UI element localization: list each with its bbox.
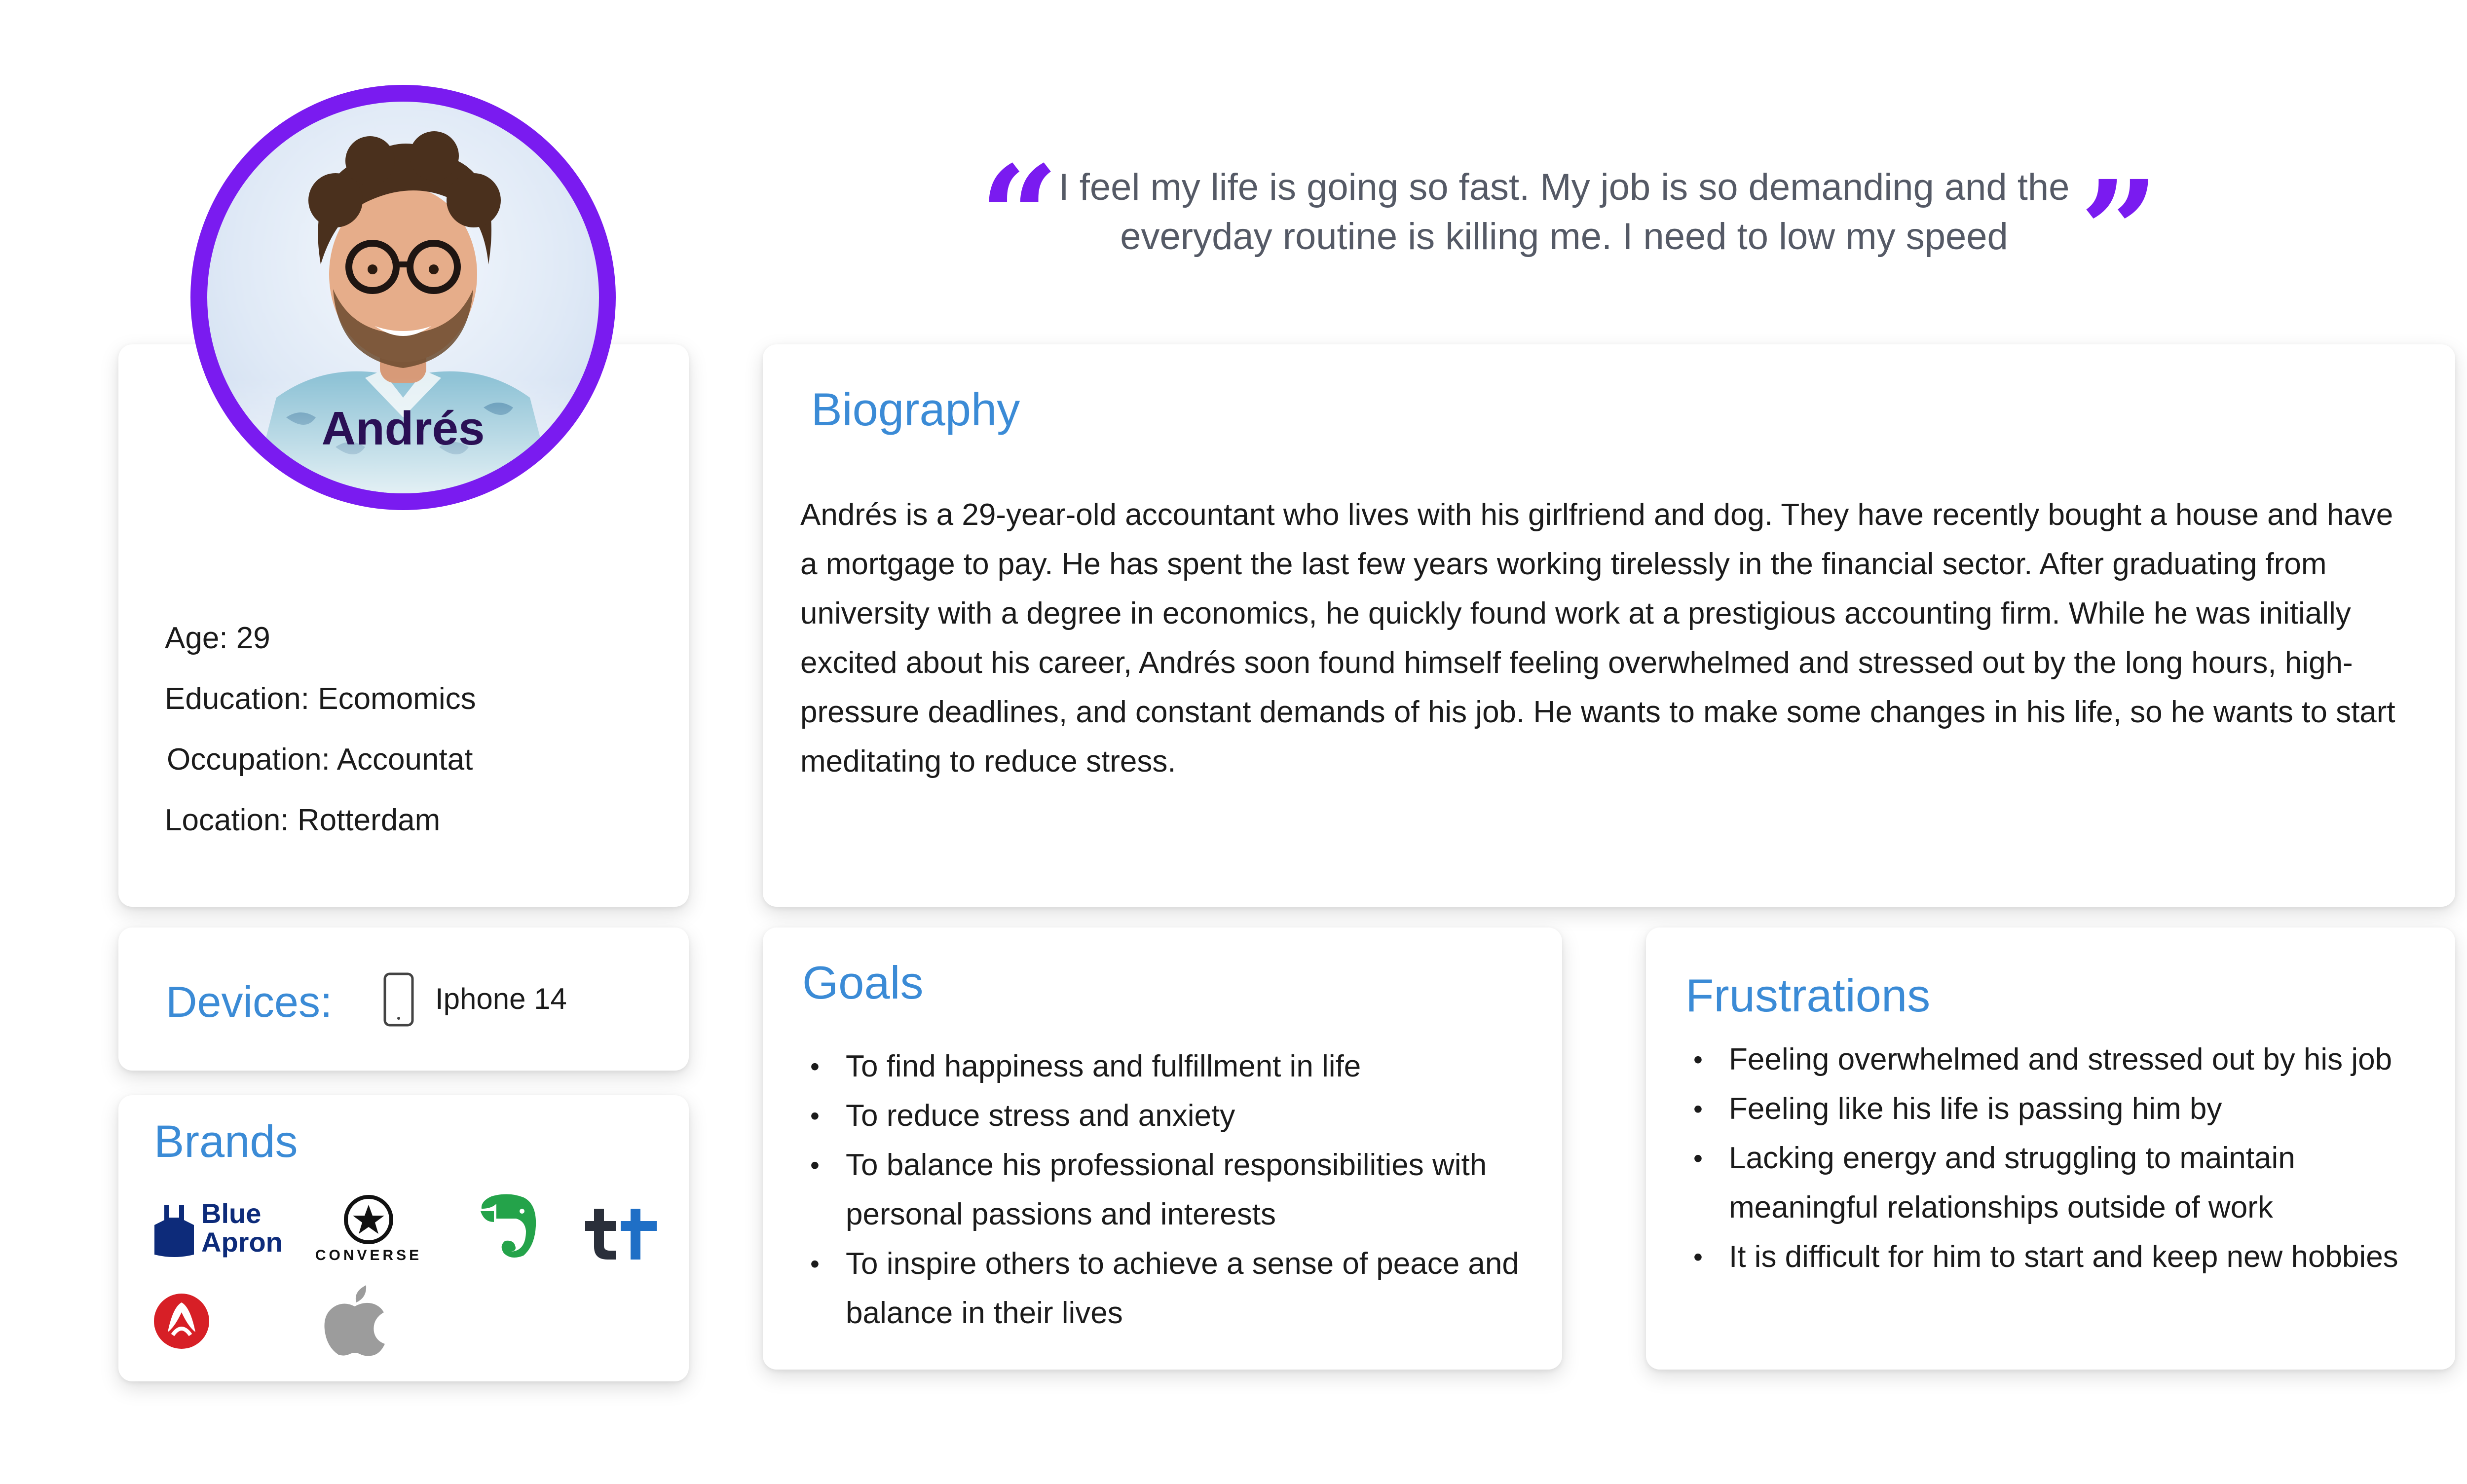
converse-logo xyxy=(312,1194,425,1263)
goals-card xyxy=(763,928,1562,1370)
age-label: Age: 29 xyxy=(165,621,270,655)
blue-apron-line1: Blue xyxy=(201,1198,262,1229)
apple-icon xyxy=(323,1283,387,1357)
persona-quote: I feel my life is going so fast. My job is so demanding and the everyday routine is killing me. I need to low my speed xyxy=(1058,166,2070,258)
device-item: Iphone 14 xyxy=(435,982,567,1015)
close-quote-mark: ” xyxy=(2080,150,2160,313)
brands-heading: Brands xyxy=(154,1116,298,1167)
occupation-label: Occupation: Accountat xyxy=(167,742,473,777)
biography-heading: Biography xyxy=(811,383,1020,435)
evernote-elephant-icon xyxy=(477,1191,541,1261)
lululemon-icon xyxy=(153,1293,210,1350)
evernote-logo xyxy=(477,1191,541,1261)
goals-list xyxy=(800,1042,1540,1338)
blue-apron-logo xyxy=(152,1199,295,1263)
apple-logo xyxy=(323,1283,387,1357)
avatar xyxy=(190,85,616,510)
persona-name: Andrés xyxy=(321,402,485,455)
open-quote-mark: “ xyxy=(979,136,1059,298)
devices-heading: Devices: xyxy=(166,977,333,1026)
lululemon-logo xyxy=(153,1293,210,1350)
goal-item: • To balance his professional responsibilities with personal passions and interests xyxy=(800,1141,1540,1239)
tt-logo xyxy=(585,1206,659,1261)
goal-item: • To inspire others to achieve a sense of peace and balance in their lives xyxy=(800,1239,1540,1338)
devices-card xyxy=(118,928,689,1071)
brands-card xyxy=(118,1095,689,1381)
goal-item: • To reduce stress and anxiety xyxy=(800,1091,1540,1141)
biography-text: Andrés is a 29-year-old accountant who lives with his girlfriend and dog. They have recently bought a house and have a mortgage to pay. He has spent the last few years working tirelessly in the financial sector. After graduating from university with a degree in economics, he quickly found work at a prestigious accounting firm. While he was initially excited about his career, Andrés soon found himself feeling overwhelmed and stressed out by the long hours, high-pressure deadlines, and constant demands of his job. He wants to make some changes in his life, so he wants to start meditating to reduce stress. xyxy=(800,498,2395,779)
frustration-item: • It is difficult for him to start and keep new hobbies xyxy=(1683,1232,2443,1282)
biography-card xyxy=(763,344,2455,907)
converse-wordmark: CONVERSE xyxy=(315,1247,422,1263)
frustrations-list xyxy=(1683,1035,2443,1282)
frustrations-card xyxy=(1646,928,2455,1370)
frustration-item: • Lacking energy and struggling to maintain meaningful relationships outside of work xyxy=(1683,1134,2443,1232)
converse-star-icon xyxy=(343,1194,394,1245)
tt-icon xyxy=(585,1206,659,1261)
frustrations-heading: Frustrations xyxy=(1685,969,1931,1021)
phone-icon xyxy=(383,972,414,1027)
frustration-item: • Feeling overwhelmed and stressed out by his job xyxy=(1683,1035,2443,1084)
location-label: Location: Rotterdam xyxy=(165,803,441,837)
blue-apron-line2: Apron xyxy=(201,1226,283,1258)
blue-apron-icon xyxy=(152,1203,196,1258)
goals-heading: Goals xyxy=(802,957,924,1008)
avatar-photo xyxy=(207,102,599,493)
frustration-item: • Feeling like his life is passing him by xyxy=(1683,1084,2443,1134)
goal-item: • To find happiness and fulfillment in life xyxy=(800,1042,1540,1091)
education-label: Education: Ecomomics xyxy=(165,682,476,716)
